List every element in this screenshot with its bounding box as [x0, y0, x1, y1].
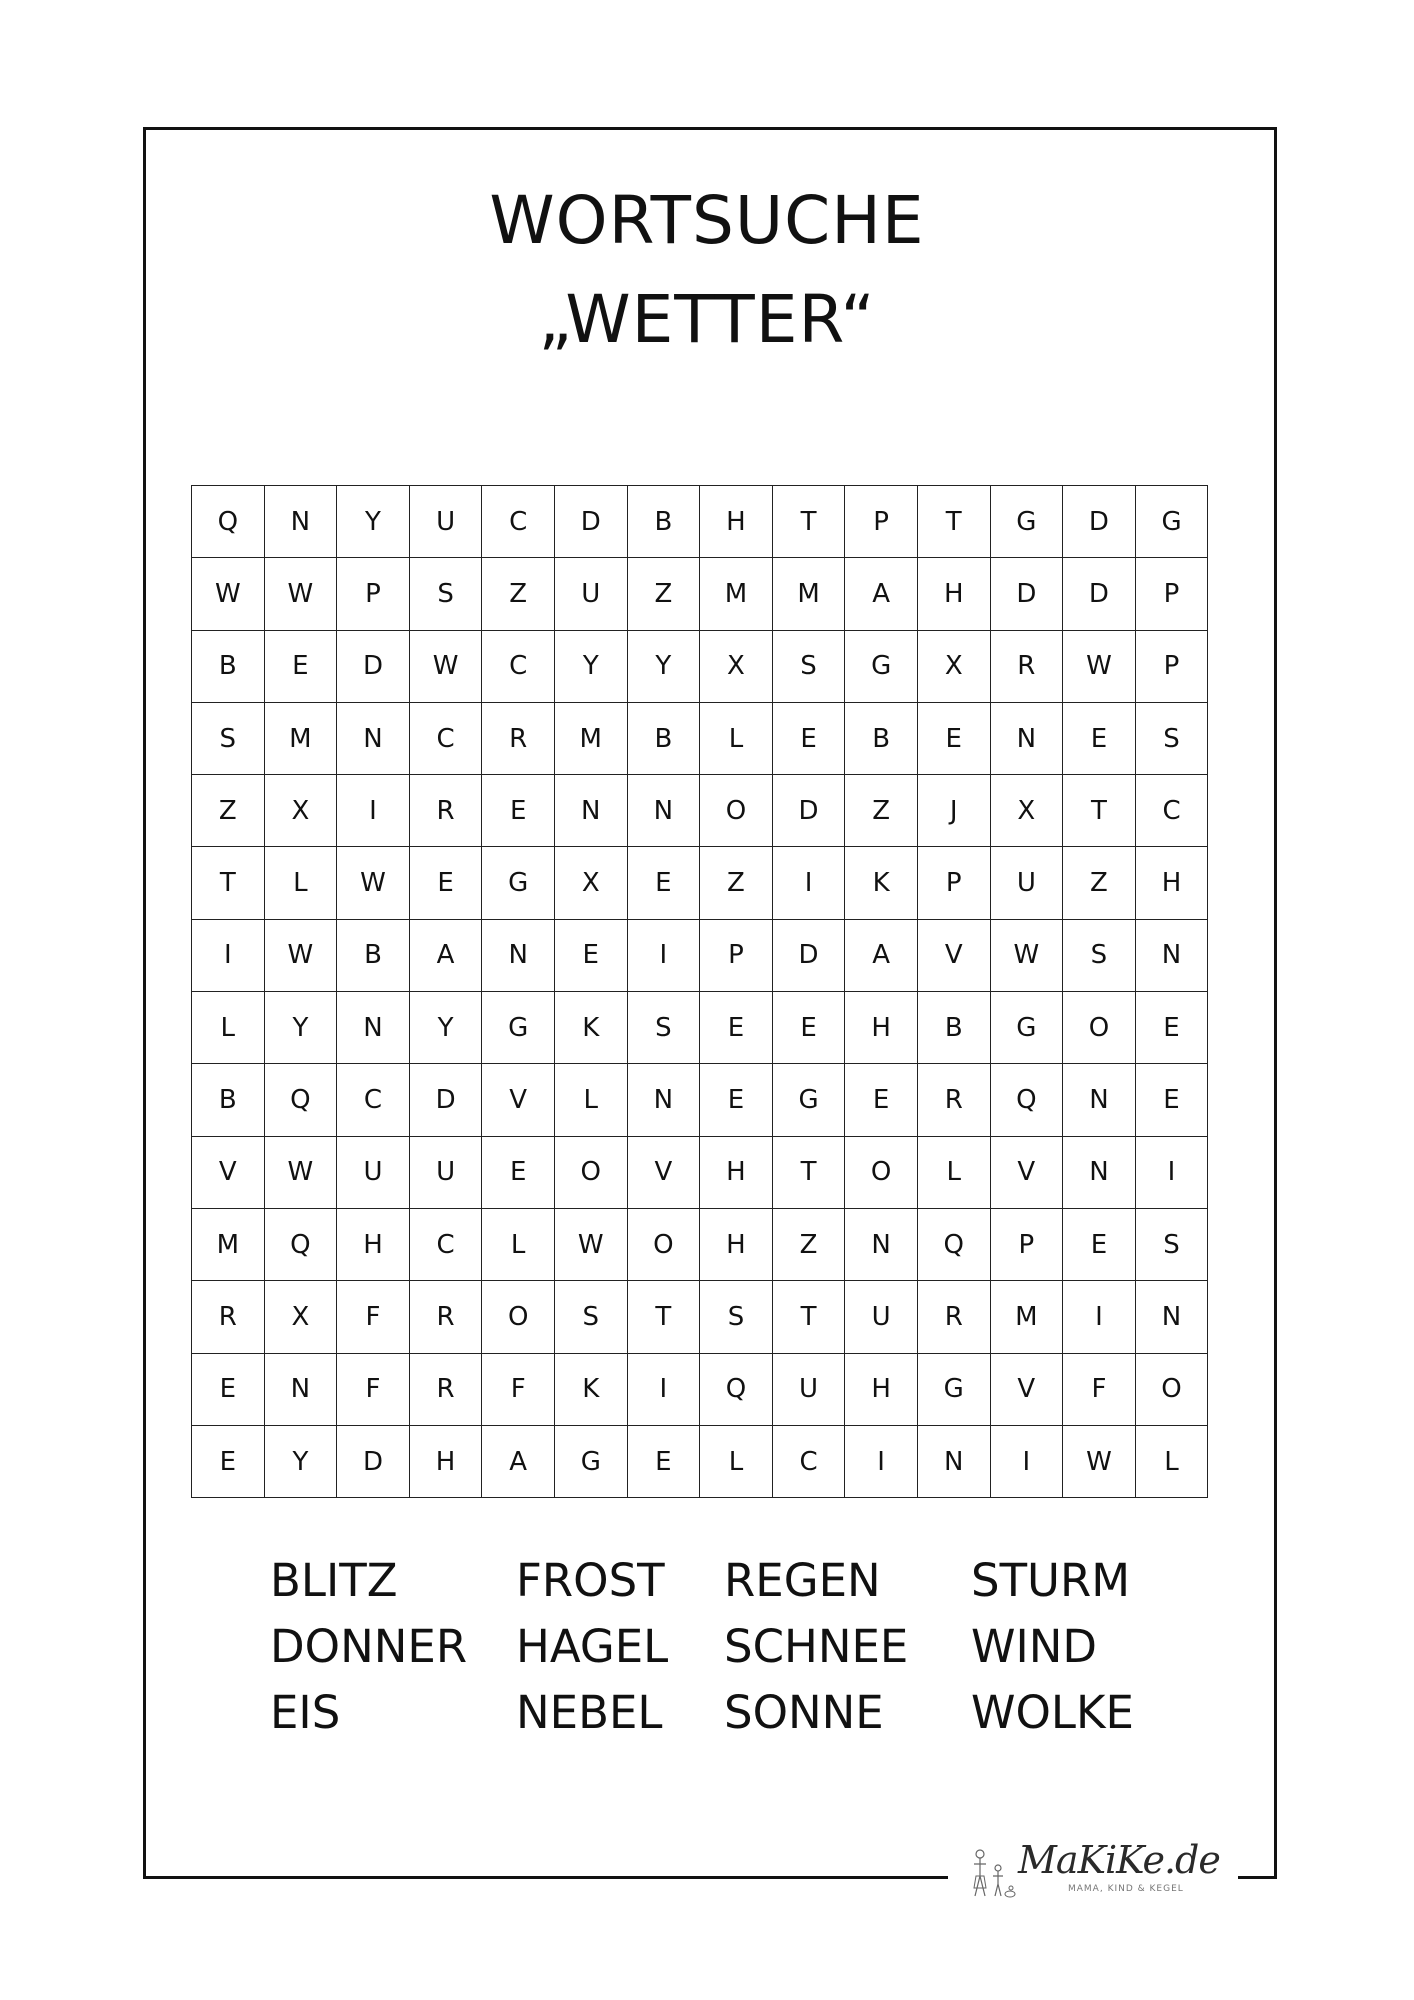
grid-cell: G [845, 630, 918, 702]
grid-row [192, 992, 1208, 1064]
grid-cell: I [337, 775, 410, 847]
word-list-item: WOLKE [971, 1686, 1134, 1739]
grid-row [192, 1353, 1208, 1425]
grid-cell: V [990, 1353, 1063, 1425]
grid-cell: S [1063, 919, 1136, 991]
grid-cell: D [409, 1064, 482, 1136]
grid-row [192, 1208, 1208, 1280]
grid-cell: N [554, 775, 627, 847]
grid-row [192, 775, 1208, 847]
grid-cell: E [482, 1136, 555, 1208]
grid-cell: W [1063, 630, 1136, 702]
grid-cell: H [700, 486, 773, 558]
grid-cell: Z [482, 558, 555, 630]
grid-cell: H [337, 1208, 410, 1280]
grid-cell: E [409, 847, 482, 919]
grid-cell: V [917, 919, 990, 991]
grid-cell: D [1063, 558, 1136, 630]
grid-cell: I [772, 847, 845, 919]
grid-cell: A [845, 919, 918, 991]
grid-cell: M [990, 1281, 1063, 1353]
grid-cell: U [337, 1136, 410, 1208]
grid-cell: L [192, 992, 265, 1064]
grid-cell: S [627, 992, 700, 1064]
grid-cell: Y [409, 992, 482, 1064]
grid-cell: X [264, 775, 337, 847]
grid-cell: U [554, 558, 627, 630]
grid-cell: G [1135, 486, 1208, 558]
grid-cell: E [700, 1064, 773, 1136]
grid-cell: H [1135, 847, 1208, 919]
grid-cell: C [482, 630, 555, 702]
grid-cell: O [1063, 992, 1136, 1064]
grid-cell: E [192, 1353, 265, 1425]
grid-cell: D [990, 558, 1063, 630]
grid-row [192, 847, 1208, 919]
grid-cell: F [1063, 1353, 1136, 1425]
grid-cell: A [409, 919, 482, 991]
grid-cell: O [627, 1208, 700, 1280]
grid-cell: C [409, 702, 482, 774]
grid-cell: O [1135, 1353, 1208, 1425]
grid-cell: Y [554, 630, 627, 702]
grid-cell: G [990, 992, 1063, 1064]
grid-cell: B [627, 702, 700, 774]
grid-cell: E [1135, 992, 1208, 1064]
grid-cell: T [192, 847, 265, 919]
grid-cell: H [845, 1353, 918, 1425]
grid-cell: E [1063, 702, 1136, 774]
grid-cell: U [409, 486, 482, 558]
grid-cell: W [1063, 1425, 1136, 1497]
grid-cell: Q [917, 1208, 990, 1280]
grid-cell: R [917, 1281, 990, 1353]
grid-cell: W [554, 1208, 627, 1280]
grid-cell: R [192, 1281, 265, 1353]
grid-cell: J [917, 775, 990, 847]
grid-cell: I [990, 1425, 1063, 1497]
grid-cell: Q [192, 486, 265, 558]
grid-cell: D [772, 775, 845, 847]
grid-cell: E [917, 702, 990, 774]
page-title-line1: WORTSUCHE [489, 182, 925, 259]
grid-cell: T [917, 486, 990, 558]
grid-cell: O [482, 1281, 555, 1353]
grid-cell: E [772, 702, 845, 774]
grid-cell: V [990, 1136, 1063, 1208]
word-list [0, 1554, 1414, 1768]
grid-cell: X [917, 630, 990, 702]
grid-cell: S [409, 558, 482, 630]
grid-cell: R [409, 1281, 482, 1353]
grid-cell: S [192, 702, 265, 774]
grid-cell: O [845, 1136, 918, 1208]
grid-cell: E [264, 630, 337, 702]
grid-cell: H [409, 1425, 482, 1497]
word-list-item: FROST [516, 1554, 665, 1607]
grid-cell: N [337, 992, 410, 1064]
grid-cell: T [772, 1136, 845, 1208]
grid-cell: G [554, 1425, 627, 1497]
grid-cell: H [700, 1136, 773, 1208]
grid-cell: Z [1063, 847, 1136, 919]
grid-cell: A [845, 558, 918, 630]
word-list-item: DONNER [270, 1620, 468, 1673]
grid-cell: X [554, 847, 627, 919]
grid-cell: X [264, 1281, 337, 1353]
logo-text: MaKiKe.de [1018, 1838, 1220, 1882]
logo [970, 1838, 1220, 1910]
grid-cell: K [554, 992, 627, 1064]
grid-cell: W [264, 919, 337, 991]
grid-cell: N [627, 1064, 700, 1136]
grid-cell: R [409, 775, 482, 847]
grid-cell: E [627, 847, 700, 919]
grid-cell: L [917, 1136, 990, 1208]
grid-cell: Y [264, 992, 337, 1064]
grid-cell: W [337, 847, 410, 919]
word-list-item: STURM [971, 1554, 1131, 1607]
grid-cell: B [917, 992, 990, 1064]
word-list-item: BLITZ [270, 1554, 398, 1607]
word-list-item: SONNE [724, 1686, 884, 1739]
grid-cell: C [482, 486, 555, 558]
grid-cell: E [845, 1064, 918, 1136]
grid-cell: D [1063, 486, 1136, 558]
grid-cell: H [917, 558, 990, 630]
grid-cell: L [700, 1425, 773, 1497]
grid-cell: D [772, 919, 845, 991]
grid-cell: O [554, 1136, 627, 1208]
grid-cell: D [554, 486, 627, 558]
grid-cell: D [337, 630, 410, 702]
grid-cell: N [1063, 1064, 1136, 1136]
grid-cell: W [192, 558, 265, 630]
grid-row [192, 702, 1208, 774]
grid-cell: N [337, 702, 410, 774]
grid-cell: W [264, 558, 337, 630]
grid-cell: E [627, 1425, 700, 1497]
grid-cell: Y [337, 486, 410, 558]
grid-cell: S [1135, 1208, 1208, 1280]
grid-cell: V [482, 1064, 555, 1136]
grid-cell: G [482, 992, 555, 1064]
grid-cell: U [409, 1136, 482, 1208]
grid-cell: N [264, 1353, 337, 1425]
grid-cell: E [192, 1425, 265, 1497]
grid-cell: W [990, 919, 1063, 991]
grid-cell: I [627, 919, 700, 991]
grid-cell: D [337, 1425, 410, 1497]
grid-cell: P [845, 486, 918, 558]
grid-cell: W [264, 1136, 337, 1208]
word-search-grid [191, 485, 1208, 1498]
grid-row [192, 486, 1208, 558]
word-list-item: HAGEL [516, 1620, 669, 1673]
grid-cell: E [1135, 1064, 1208, 1136]
grid-cell: H [845, 992, 918, 1064]
grid-cell: Z [772, 1208, 845, 1280]
grid-row [192, 630, 1208, 702]
grid-cell: I [845, 1425, 918, 1497]
grid-cell: B [192, 1064, 265, 1136]
grid-cell: T [1063, 775, 1136, 847]
grid-cell: X [990, 775, 1063, 847]
grid-cell: E [482, 775, 555, 847]
grid-cell: A [482, 1425, 555, 1497]
word-list-item: EIS [270, 1686, 341, 1739]
grid-cell: L [264, 847, 337, 919]
grid-cell: B [627, 486, 700, 558]
grid-cell: P [990, 1208, 1063, 1280]
grid-cell: C [1135, 775, 1208, 847]
grid-cell: M [192, 1208, 265, 1280]
grid-cell: U [845, 1281, 918, 1353]
grid-cell: G [917, 1353, 990, 1425]
grid-cell: F [337, 1353, 410, 1425]
grid-cell: B [192, 630, 265, 702]
grid-cell: E [772, 992, 845, 1064]
grid-cell: S [772, 630, 845, 702]
grid-row [192, 1425, 1208, 1497]
grid-cell: M [554, 702, 627, 774]
word-list-item: NEBEL [516, 1686, 663, 1739]
family-figures-icon [970, 1846, 1018, 1904]
grid-cell: X [700, 630, 773, 702]
grid-cell: W [409, 630, 482, 702]
grid-cell: T [772, 486, 845, 558]
grid-cell: Q [264, 1208, 337, 1280]
grid-cell: O [700, 775, 773, 847]
grid-cell: M [700, 558, 773, 630]
grid-cell: Z [845, 775, 918, 847]
grid-cell: N [1135, 919, 1208, 991]
grid-cell: C [337, 1064, 410, 1136]
word-list-item: SCHNEE [724, 1620, 909, 1673]
grid-cell: L [554, 1064, 627, 1136]
grid-cell: U [772, 1353, 845, 1425]
word-list-item: REGEN [724, 1554, 881, 1607]
grid-cell: L [482, 1208, 555, 1280]
logo-subtitle: MAMA, KIND & KEGEL [1068, 1884, 1184, 1894]
grid-cell: G [482, 847, 555, 919]
grid-cell: K [554, 1353, 627, 1425]
frame-bottom-border-right [1238, 1876, 1277, 1879]
grid-cell: N [482, 919, 555, 991]
grid-cell: K [845, 847, 918, 919]
grid-cell: N [1135, 1281, 1208, 1353]
grid-cell: I [1135, 1136, 1208, 1208]
grid-cell: R [990, 630, 1063, 702]
grid-cell: Z [700, 847, 773, 919]
grid-cell: R [917, 1064, 990, 1136]
grid-row [192, 919, 1208, 991]
grid-cell: Q [700, 1353, 773, 1425]
grid-cell: Q [264, 1064, 337, 1136]
grid-cell: T [627, 1281, 700, 1353]
grid-row [192, 1281, 1208, 1353]
grid-cell: N [1063, 1136, 1136, 1208]
grid-cell: C [772, 1425, 845, 1497]
grid-cell: N [627, 775, 700, 847]
grid-cell: B [845, 702, 918, 774]
grid-cell: S [554, 1281, 627, 1353]
grid-cell: N [264, 486, 337, 558]
grid-cell: H [700, 1208, 773, 1280]
grid-cell: S [1135, 702, 1208, 774]
grid-row [192, 558, 1208, 630]
grid-cell: P [337, 558, 410, 630]
grid-cell: M [264, 702, 337, 774]
grid-cell: E [700, 992, 773, 1064]
grid-cell: Y [627, 630, 700, 702]
grid-cell: P [1135, 558, 1208, 630]
grid-cell: P [1135, 630, 1208, 702]
grid-cell: Y [264, 1425, 337, 1497]
word-list-item: WIND [971, 1620, 1098, 1673]
grid-cell: V [627, 1136, 700, 1208]
grid-cell: C [409, 1208, 482, 1280]
grid-cell: S [700, 1281, 773, 1353]
page-title-line2: „WETTER“ [538, 281, 876, 358]
grid-cell: Z [192, 775, 265, 847]
grid-cell: I [627, 1353, 700, 1425]
grid-cell: G [990, 486, 1063, 558]
grid-cell: I [1063, 1281, 1136, 1353]
grid-cell: R [409, 1353, 482, 1425]
grid-cell: L [700, 702, 773, 774]
grid-cell: F [482, 1353, 555, 1425]
grid-cell: Z [627, 558, 700, 630]
grid-cell: E [554, 919, 627, 991]
grid-cell: P [700, 919, 773, 991]
grid-cell: U [990, 847, 1063, 919]
grid-cell: F [337, 1281, 410, 1353]
grid-cell: V [192, 1136, 265, 1208]
grid-row [192, 1064, 1208, 1136]
grid-cell: B [337, 919, 410, 991]
grid-cell: T [772, 1281, 845, 1353]
grid-cell: G [772, 1064, 845, 1136]
grid-cell: I [192, 919, 265, 991]
grid-cell: N [917, 1425, 990, 1497]
grid-cell: L [1135, 1425, 1208, 1497]
grid-cell: M [772, 558, 845, 630]
grid-cell: E [1063, 1208, 1136, 1280]
grid-cell: Q [990, 1064, 1063, 1136]
grid-row [192, 1136, 1208, 1208]
frame-bottom-border-left [143, 1876, 948, 1879]
grid-cell: P [917, 847, 990, 919]
grid-cell: R [482, 702, 555, 774]
grid-cell: N [990, 702, 1063, 774]
grid-cell: N [845, 1208, 918, 1280]
